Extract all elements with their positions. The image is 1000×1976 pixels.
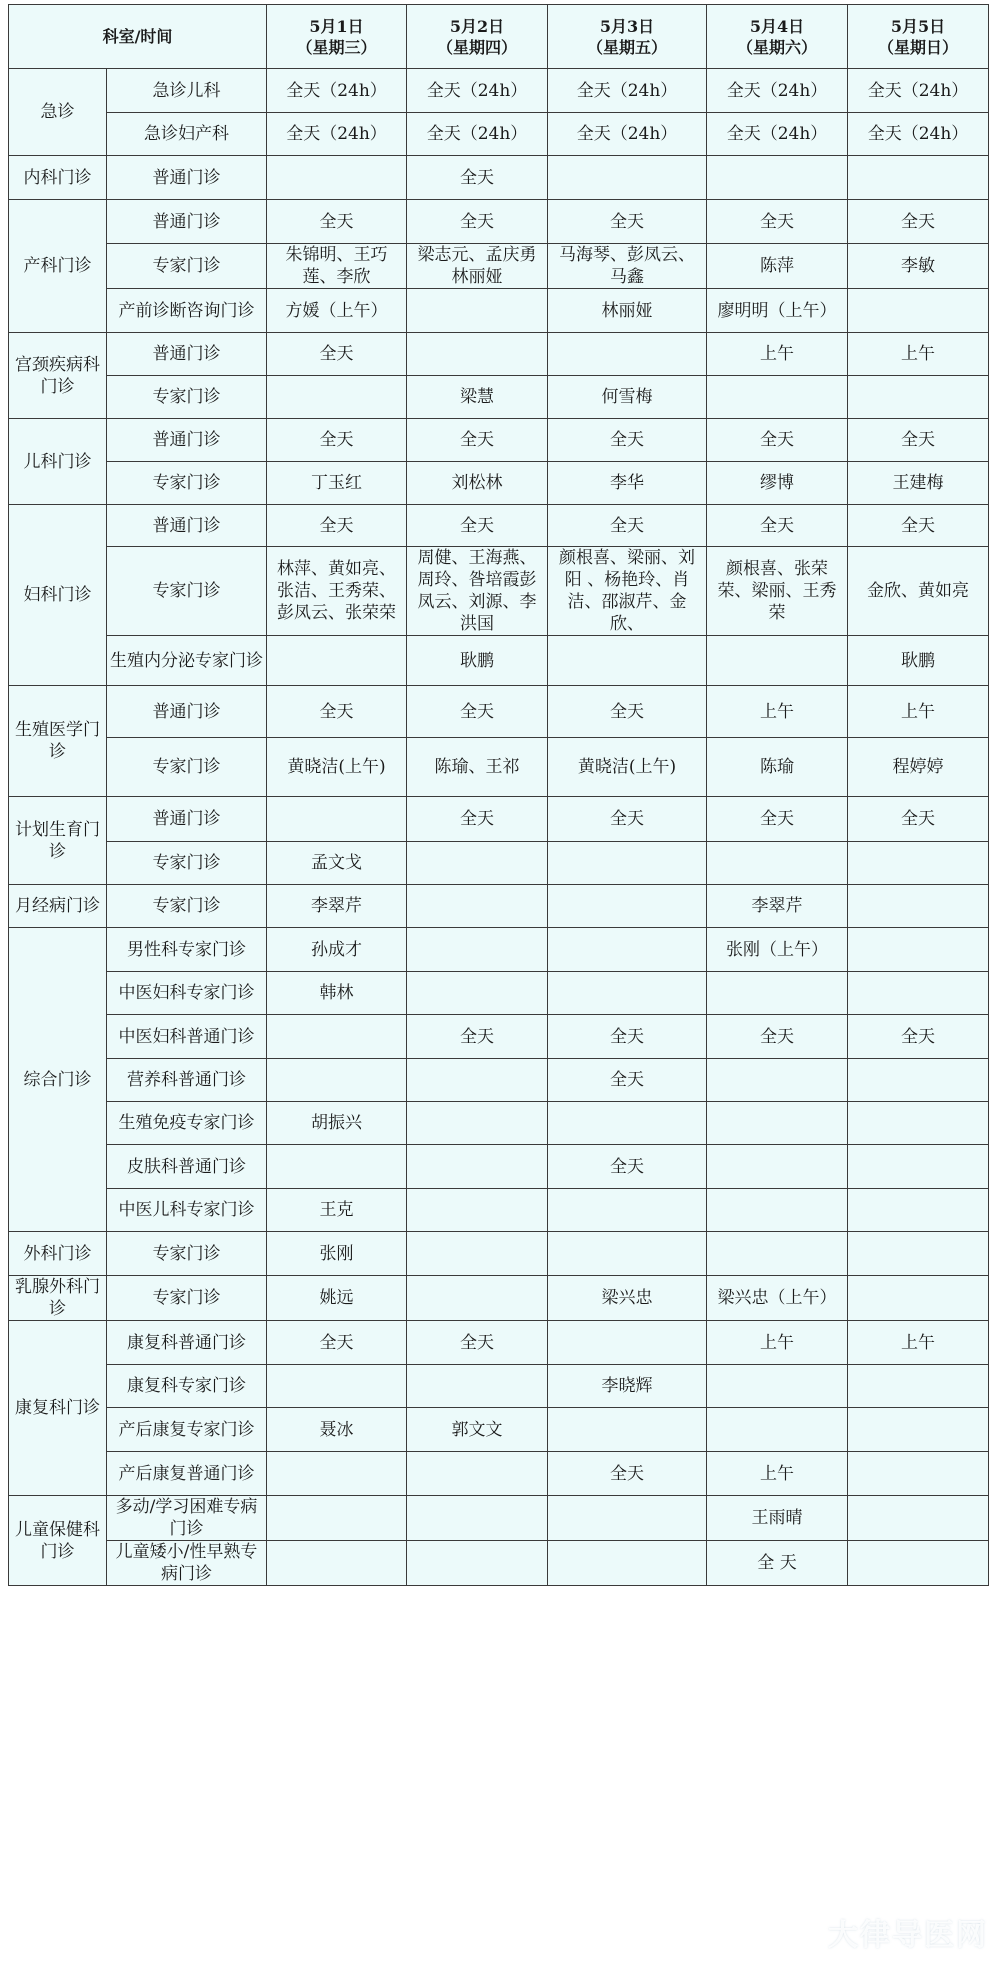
schedule-cell: 全天 — [267, 200, 407, 244]
schedule-cell — [707, 636, 848, 686]
schedule-cell — [267, 1452, 407, 1496]
schedule-cell — [848, 1059, 989, 1102]
schedule-cell: 李敏 — [848, 244, 989, 289]
schedule-cell: 梁志元、孟庆勇林丽娅 — [407, 244, 548, 289]
schedule-cell — [407, 1541, 548, 1586]
schedule-cell — [407, 289, 548, 333]
department-cell: 妇科门诊 — [9, 505, 107, 686]
schedule-cell: 黄晓洁(上午) — [548, 738, 707, 797]
schedule-cell: 颜根喜、梁丽、刘阳 、杨艳玲、肖洁、邵淑芹、金欣、 — [548, 547, 707, 636]
schedule-cell: 全天 — [407, 686, 548, 738]
schedule-cell — [707, 1232, 848, 1276]
table-row — [9, 1145, 989, 1189]
table-row — [9, 1321, 989, 1365]
schedule-cell: 上午 — [848, 1321, 989, 1365]
clinic-cell: 急诊儿科 — [107, 69, 267, 113]
schedule-cell — [707, 1059, 848, 1102]
schedule-cell — [848, 1408, 989, 1452]
table-row — [9, 244, 989, 289]
schedule-cell: 张刚（上午） — [707, 928, 848, 972]
schedule-cell — [407, 842, 548, 885]
schedule-cell — [707, 972, 848, 1015]
department-cell: 儿童保健科门诊 — [9, 1496, 107, 1586]
schedule-cell: 梁兴忠 — [548, 1276, 707, 1321]
clinic-cell: 普通门诊 — [107, 419, 267, 462]
schedule-cell — [848, 972, 989, 1015]
clinic-cell: 营养科普通门诊 — [107, 1059, 267, 1102]
schedule-cell: 全天（24h） — [548, 69, 707, 113]
table-row — [9, 1541, 989, 1586]
schedule-cell — [267, 376, 407, 419]
department-cell: 产科门诊 — [9, 200, 107, 333]
schedule-cell: 上午 — [848, 333, 989, 376]
schedule-cell: 全天 — [848, 797, 989, 842]
schedule-cell: 刘松林 — [407, 462, 548, 505]
schedule-cell — [548, 1541, 707, 1586]
schedule-cell: 全天 — [848, 1015, 989, 1059]
clinic-cell: 产后康复专家门诊 — [107, 1408, 267, 1452]
schedule-cell: 全天 — [407, 156, 548, 200]
table-row — [9, 1189, 989, 1232]
schedule-cell: 全天 — [707, 200, 848, 244]
schedule-cell: 全天 — [548, 797, 707, 842]
department-cell: 急诊 — [9, 69, 107, 156]
schedule-cell: 丁玉红 — [267, 462, 407, 505]
schedule-cell — [548, 1496, 707, 1541]
clinic-cell: 多动/学习困难专病门诊 — [107, 1496, 267, 1541]
table-row — [9, 1276, 989, 1321]
schedule-cell — [407, 1276, 548, 1321]
schedule-cell: 全天 — [848, 200, 989, 244]
department-cell: 月经病门诊 — [9, 885, 107, 928]
day-header — [267, 5, 407, 69]
table-row — [9, 69, 989, 113]
schedule-cell: 郭文文 — [407, 1408, 548, 1452]
schedule-cell: 全天（24h） — [707, 113, 848, 156]
schedule-cell: 缪博 — [707, 462, 848, 505]
header-row — [9, 5, 989, 69]
schedule-cell: 全天（24h） — [707, 69, 848, 113]
schedule-cell: 全天 — [848, 505, 989, 547]
table-row — [9, 1452, 989, 1496]
schedule-cell: 林丽娅 — [548, 289, 707, 333]
schedule-cell: 全天 — [267, 333, 407, 376]
table-row — [9, 113, 989, 156]
schedule-cell: 全天 — [407, 797, 548, 842]
schedule-cell: 马海琴、彭凤云、马鑫 — [548, 244, 707, 289]
schedule-cell — [848, 1452, 989, 1496]
department-cell: 计划生育门诊 — [9, 797, 107, 885]
clinic-cell: 专家门诊 — [107, 738, 267, 797]
schedule-cell — [407, 972, 548, 1015]
schedule-cell: 全天 — [267, 1321, 407, 1365]
schedule-cell: 上午 — [707, 1321, 848, 1365]
clinic-cell: 男性科专家门诊 — [107, 928, 267, 972]
schedule-cell — [848, 1145, 989, 1189]
schedule-cell: 全天 — [548, 200, 707, 244]
table-row — [9, 885, 989, 928]
clinic-cell: 普通门诊 — [107, 686, 267, 738]
department-cell: 儿科门诊 — [9, 419, 107, 505]
schedule-cell: 孟文戈 — [267, 842, 407, 885]
schedule-cell: 王克 — [267, 1189, 407, 1232]
day-weekday: （星期四） — [436, 37, 517, 57]
schedule-cell — [848, 1232, 989, 1276]
schedule-cell: 上午 — [707, 1452, 848, 1496]
table-row — [9, 200, 989, 244]
clinic-cell: 普通门诊 — [107, 505, 267, 547]
schedule-cell: 全天 — [548, 1145, 707, 1189]
clinic-cell: 专家门诊 — [107, 244, 267, 289]
schedule-cell: 黄晓洁(上午) — [267, 738, 407, 797]
schedule-cell: 全天 — [548, 1015, 707, 1059]
schedule-cell: 全天 — [548, 505, 707, 547]
department-cell: 宫颈疾病科门诊 — [9, 333, 107, 419]
department-cell: 综合门诊 — [9, 928, 107, 1232]
schedule-cell — [267, 1015, 407, 1059]
schedule-cell: 周健、王海燕、周玲、昝培霞彭凤云、刘源、李洪国 — [407, 547, 548, 636]
day-date: 5月5日 — [890, 16, 946, 36]
schedule-cell: 全天 — [707, 419, 848, 462]
schedule-cell — [548, 842, 707, 885]
clinic-cell: 中医儿科专家门诊 — [107, 1189, 267, 1232]
schedule-cell: 陈萍 — [707, 244, 848, 289]
schedule-cell: 全天 — [848, 419, 989, 462]
clinic-cell: 专家门诊 — [107, 1276, 267, 1321]
schedule-cell: 姚远 — [267, 1276, 407, 1321]
day-weekday: （星期日） — [877, 37, 958, 57]
clinic-cell: 生殖内分泌专家门诊 — [107, 636, 267, 686]
table-row — [9, 686, 989, 738]
clinic-cell: 产后康复普通门诊 — [107, 1452, 267, 1496]
schedule-cell — [267, 1365, 407, 1408]
schedule-cell — [267, 1541, 407, 1586]
schedule-body — [9, 69, 989, 1586]
table-row — [9, 928, 989, 972]
schedule-cell — [267, 1496, 407, 1541]
clinic-cell: 中医妇科专家门诊 — [107, 972, 267, 1015]
clinic-cell: 普通门诊 — [107, 333, 267, 376]
schedule-cell: 全天（24h） — [848, 69, 989, 113]
clinic-cell: 普通门诊 — [107, 156, 267, 200]
schedule-cell — [848, 842, 989, 885]
day-date: 5月3日 — [599, 16, 655, 36]
schedule-cell — [407, 1059, 548, 1102]
schedule-cell: 颜根喜、张荣荣、梁丽、王秀荣 — [707, 547, 848, 636]
table-row — [9, 462, 989, 505]
schedule-cell: 王雨晴 — [707, 1496, 848, 1541]
table-row — [9, 289, 989, 333]
schedule-cell — [407, 1452, 548, 1496]
day-date: 5月4日 — [749, 16, 805, 36]
schedule-cell — [848, 289, 989, 333]
schedule-cell — [407, 1232, 548, 1276]
table-row — [9, 738, 989, 797]
schedule-cell: 李翠芹 — [707, 885, 848, 928]
clinic-cell: 产前诊断咨询门诊 — [107, 289, 267, 333]
schedule-cell: 全天 — [548, 419, 707, 462]
day-weekday: （星期六） — [736, 37, 817, 57]
table-row — [9, 1496, 989, 1541]
table-row — [9, 1059, 989, 1102]
clinic-cell: 皮肤科普通门诊 — [107, 1145, 267, 1189]
clinic-cell: 普通门诊 — [107, 797, 267, 842]
schedule-cell: 李华 — [548, 462, 707, 505]
schedule-cell: 何雪梅 — [548, 376, 707, 419]
day-weekday: （星期五） — [586, 37, 667, 57]
schedule-table — [8, 4, 989, 1586]
table-row — [9, 972, 989, 1015]
schedule-cell — [267, 1059, 407, 1102]
table-row — [9, 636, 989, 686]
clinic-cell: 专家门诊 — [107, 842, 267, 885]
schedule-cell — [848, 885, 989, 928]
schedule-cell: 陈瑜、王祁 — [407, 738, 548, 797]
schedule-cell: 耿鹏 — [848, 636, 989, 686]
schedule-cell: 全天 — [407, 505, 548, 547]
schedule-cell — [407, 1365, 548, 1408]
schedule-cell — [267, 797, 407, 842]
schedule-cell: 韩林 — [267, 972, 407, 1015]
schedule-cell — [848, 1496, 989, 1541]
schedule-cell — [548, 156, 707, 200]
schedule-cell — [848, 1189, 989, 1232]
schedule-cell: 全天 — [548, 686, 707, 738]
schedule-cell — [848, 1365, 989, 1408]
day-header — [707, 5, 848, 69]
schedule-cell: 朱锦明、王巧莲、李欣 — [267, 244, 407, 289]
schedule-cell — [707, 1189, 848, 1232]
table-row — [9, 797, 989, 842]
day-header — [548, 5, 707, 69]
schedule-cell — [267, 636, 407, 686]
schedule-cell — [848, 1276, 989, 1321]
schedule-cell: 王建梅 — [848, 462, 989, 505]
table-row — [9, 1102, 989, 1145]
department-cell: 内科门诊 — [9, 156, 107, 200]
schedule-cell: 上午 — [848, 686, 989, 738]
schedule-cell — [548, 1321, 707, 1365]
schedule-cell: 陈瑜 — [707, 738, 848, 797]
clinic-cell: 中医妇科普通门诊 — [107, 1015, 267, 1059]
schedule-cell: 全 天 — [707, 1541, 848, 1586]
schedule-cell — [848, 376, 989, 419]
clinic-cell: 儿童矮小/性早熟专病门诊 — [107, 1541, 267, 1586]
table-row — [9, 505, 989, 547]
schedule-cell — [548, 1189, 707, 1232]
schedule-cell: 全天 — [407, 1015, 548, 1059]
clinic-cell: 专家门诊 — [107, 547, 267, 636]
table-row — [9, 156, 989, 200]
schedule-cell: 林萍、黄如亮、张洁、王秀荣、彭凤云、张荣荣 — [267, 547, 407, 636]
table-row — [9, 1408, 989, 1452]
schedule-cell: 全天（24h） — [267, 69, 407, 113]
schedule-cell: 全天 — [707, 797, 848, 842]
schedule-cell — [407, 885, 548, 928]
schedule-cell — [707, 1102, 848, 1145]
schedule-cell: 李晓辉 — [548, 1365, 707, 1408]
schedule-cell — [707, 1408, 848, 1452]
department-cell: 乳腺外科门诊 — [9, 1276, 107, 1321]
clinic-cell: 急诊妇产科 — [107, 113, 267, 156]
schedule-cell: 全天 — [707, 505, 848, 547]
day-header — [407, 5, 548, 69]
schedule-cell — [848, 1541, 989, 1586]
schedule-container — [8, 4, 989, 1586]
clinic-cell: 专家门诊 — [107, 885, 267, 928]
schedule-cell: 孙成才 — [267, 928, 407, 972]
table-row — [9, 376, 989, 419]
schedule-cell — [848, 928, 989, 972]
schedule-cell — [707, 376, 848, 419]
schedule-cell — [548, 636, 707, 686]
schedule-cell: 全天 — [707, 1015, 848, 1059]
table-row — [9, 547, 989, 636]
schedule-cell: 李翠芹 — [267, 885, 407, 928]
schedule-cell — [548, 333, 707, 376]
schedule-cell: 张刚 — [267, 1232, 407, 1276]
clinic-cell: 康复科普通门诊 — [107, 1321, 267, 1365]
schedule-cell — [707, 1365, 848, 1408]
schedule-cell: 金欣、黄如亮 — [848, 547, 989, 636]
schedule-cell: 全天（24h） — [407, 113, 548, 156]
schedule-cell — [407, 333, 548, 376]
schedule-cell — [707, 1145, 848, 1189]
day-weekday: （星期三） — [296, 37, 377, 57]
day-date: 5月1日 — [309, 16, 364, 36]
schedule-cell: 梁兴忠（上午） — [707, 1276, 848, 1321]
schedule-cell: 上午 — [707, 333, 848, 376]
clinic-cell: 专家门诊 — [107, 462, 267, 505]
schedule-cell: 全天 — [548, 1059, 707, 1102]
schedule-cell — [848, 1102, 989, 1145]
schedule-cell — [707, 842, 848, 885]
day-date: 5月2日 — [449, 16, 505, 36]
schedule-cell — [548, 1102, 707, 1145]
schedule-cell — [548, 928, 707, 972]
schedule-cell — [848, 156, 989, 200]
schedule-cell: 梁慧 — [407, 376, 548, 419]
schedule-cell — [548, 1232, 707, 1276]
corner-header: 科室/时间 — [9, 5, 267, 69]
schedule-cell — [548, 1408, 707, 1452]
schedule-cell: 全天 — [267, 505, 407, 547]
clinic-cell: 普通门诊 — [107, 200, 267, 244]
table-row — [9, 1232, 989, 1276]
table-row — [9, 1015, 989, 1059]
schedule-cell: 全天 — [548, 1452, 707, 1496]
clinic-cell: 专家门诊 — [107, 1232, 267, 1276]
schedule-cell: 聂冰 — [267, 1408, 407, 1452]
schedule-cell — [407, 1189, 548, 1232]
schedule-cell — [548, 885, 707, 928]
table-row — [9, 1365, 989, 1408]
schedule-cell: 廖明明（上午） — [707, 289, 848, 333]
schedule-cell — [548, 972, 707, 1015]
schedule-cell — [407, 1496, 548, 1541]
department-cell: 康复科门诊 — [9, 1321, 107, 1496]
department-cell: 外科门诊 — [9, 1232, 107, 1276]
schedule-cell: 全天 — [267, 419, 407, 462]
schedule-cell: 全天（24h） — [848, 113, 989, 156]
schedule-cell — [407, 928, 548, 972]
watermark-logo: 大律导医网 — [828, 1918, 988, 1953]
schedule-cell: 全天 — [407, 200, 548, 244]
table-row — [9, 333, 989, 376]
day-header — [848, 5, 989, 69]
schedule-cell: 全天（24h） — [267, 113, 407, 156]
table-row — [9, 842, 989, 885]
schedule-cell — [407, 1145, 548, 1189]
schedule-cell: 胡振兴 — [267, 1102, 407, 1145]
schedule-cell: 全天（24h） — [407, 69, 548, 113]
schedule-cell — [267, 156, 407, 200]
schedule-cell — [407, 1102, 548, 1145]
schedule-cell — [267, 1145, 407, 1189]
schedule-cell: 全天 — [407, 1321, 548, 1365]
clinic-cell: 康复科专家门诊 — [107, 1365, 267, 1408]
table-row — [9, 419, 989, 462]
schedule-cell: 方媛（上午） — [267, 289, 407, 333]
schedule-cell: 全天（24h） — [548, 113, 707, 156]
clinic-cell: 生殖免疫专家门诊 — [107, 1102, 267, 1145]
schedule-cell: 上午 — [707, 686, 848, 738]
schedule-cell: 程婷婷 — [848, 738, 989, 797]
schedule-cell — [707, 156, 848, 200]
schedule-cell: 耿鹏 — [407, 636, 548, 686]
department-cell: 生殖医学门诊 — [9, 686, 107, 797]
clinic-cell: 专家门诊 — [107, 376, 267, 419]
schedule-cell: 全天 — [407, 419, 548, 462]
schedule-cell: 全天 — [267, 686, 407, 738]
